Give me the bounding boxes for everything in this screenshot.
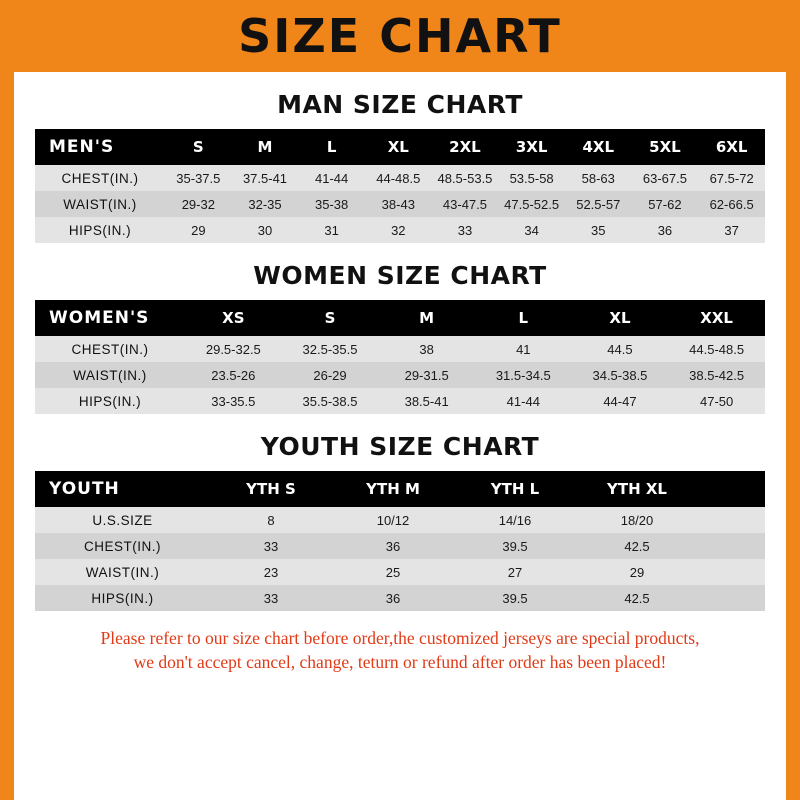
cell: 32.5-35.5 — [302, 341, 358, 357]
section-women — [14, 261, 786, 414]
col-header: L — [475, 300, 572, 336]
cell: 29.5-32.5 — [205, 341, 261, 357]
col-header: 5XL — [632, 129, 699, 165]
footer-note-line-2: we don't accept cancel, change, teturn or refund after order has been placed! — [133, 651, 667, 672]
cell: 35-38 — [315, 196, 349, 212]
cell: 10/12 — [376, 512, 410, 528]
cell: 33 — [263, 590, 279, 606]
cell: 47.5-52.5 — [504, 196, 560, 212]
cell: 58-63 — [581, 170, 615, 186]
table-row — [35, 559, 765, 585]
col-header: YTH L — [454, 471, 576, 507]
cell: 26-29 — [313, 367, 347, 383]
table-youth-body — [35, 507, 765, 611]
cell: 35-37.5 — [176, 170, 221, 186]
cell: 41-44 — [506, 393, 540, 409]
cell: 52.5-57 — [576, 196, 621, 212]
table-header-row — [35, 471, 765, 507]
table-row — [35, 191, 765, 217]
cell: 23 — [263, 564, 279, 580]
cell: 38.5-42.5 — [689, 367, 745, 383]
cell: 41-44 — [315, 170, 349, 186]
cell: 36 — [385, 590, 401, 606]
row-label: WAIST(IN.) — [85, 564, 160, 580]
cell: 42.5 — [624, 590, 650, 606]
cell: 29-32 — [181, 196, 215, 212]
cell: 25 — [385, 564, 401, 580]
table-youth-rowheader: YOUTH — [35, 471, 210, 507]
cell: 44-48.5 — [376, 170, 421, 186]
cell: 32 — [391, 222, 406, 238]
cell-spacer — [698, 507, 765, 533]
col-header: S — [282, 300, 379, 336]
table-women-body — [35, 336, 765, 414]
cell: 33 — [457, 222, 473, 238]
cell: 63-67.5 — [642, 170, 687, 186]
cell: 37 — [724, 222, 739, 238]
cell: 34 — [524, 222, 539, 238]
section-title-man: MAN SIZE CHART — [277, 90, 523, 119]
table-row — [35, 336, 765, 362]
row-label: U.S.SIZE — [92, 512, 153, 528]
table-youth — [35, 471, 765, 611]
col-header: S — [165, 129, 232, 165]
table-row — [35, 585, 765, 611]
table-women-head — [35, 300, 765, 336]
cell: 29 — [191, 222, 206, 238]
cell: 44.5 — [607, 341, 633, 357]
col-header: L — [298, 129, 365, 165]
section-man — [14, 90, 786, 243]
table-row — [35, 217, 765, 243]
cell: 36 — [385, 538, 401, 554]
cell: 35 — [591, 222, 606, 238]
cell: 29-31.5 — [404, 367, 449, 383]
col-header: M — [378, 300, 475, 336]
row-label: WAIST(IN.) — [63, 196, 137, 212]
cell: 35.5-38.5 — [302, 393, 358, 409]
table-row — [35, 507, 765, 533]
cell: 62-66.5 — [709, 196, 754, 212]
table-man — [35, 129, 765, 243]
cell: 38 — [419, 341, 434, 357]
table-row — [35, 165, 765, 191]
cell: 48.5-53.5 — [437, 170, 493, 186]
row-label: HIPS(IN.) — [78, 393, 142, 409]
section-title-youth: YOUTH SIZE CHART — [260, 432, 540, 461]
cell: 29 — [629, 564, 645, 580]
cell: 44.5-48.5 — [689, 341, 745, 357]
table-row — [35, 533, 765, 559]
cell: 36 — [657, 222, 673, 238]
row-label: CHEST(IN.) — [84, 538, 161, 554]
cell: 33 — [263, 538, 279, 554]
cell: 41 — [516, 341, 531, 357]
col-header: YTH XL — [576, 471, 698, 507]
row-label: CHEST(IN.) — [71, 341, 149, 357]
cell-spacer — [698, 533, 765, 559]
row-label: WAIST(IN.) — [73, 367, 147, 383]
col-header: 2XL — [432, 129, 499, 165]
table-women — [35, 300, 765, 414]
col-header: 6XL — [698, 129, 765, 165]
cell: 31 — [324, 222, 339, 238]
cell: 67.5-72 — [709, 170, 754, 186]
cell: 47-50 — [700, 393, 734, 409]
col-header: XS — [185, 300, 282, 336]
col-header: YTH S — [210, 471, 332, 507]
cell-spacer — [698, 559, 765, 585]
cell: 57-62 — [648, 196, 682, 212]
section-title-women: WOMEN SIZE CHART — [253, 261, 547, 290]
cell: 42.5 — [624, 538, 650, 554]
cell: 38.5-41 — [404, 393, 449, 409]
cell: 18/20 — [620, 512, 654, 528]
col-header: 3XL — [498, 129, 565, 165]
cell: 23.5-26 — [211, 367, 256, 383]
cell: 14/16 — [498, 512, 532, 528]
footer-note — [32, 627, 768, 674]
footer-note-line-1: Please refer to our size chart before order,the customized jerseys are special products, — [100, 628, 700, 648]
table-women-rowheader: WOMEN'S — [35, 300, 185, 336]
cell: 39.5 — [502, 590, 528, 606]
row-label: CHEST(IN.) — [61, 170, 139, 186]
table-row — [35, 362, 765, 388]
cell: 44-47 — [603, 393, 637, 409]
cell: 32-35 — [248, 196, 282, 212]
row-label: HIPS(IN.) — [68, 222, 132, 238]
row-label: HIPS(IN.) — [91, 590, 154, 606]
cell: 38-43 — [381, 196, 415, 212]
cell: 27 — [507, 564, 523, 580]
cell: 30 — [257, 222, 273, 238]
page-title: SIZE CHART — [238, 9, 562, 63]
col-header-spacer — [698, 471, 765, 507]
col-header: XXL — [668, 300, 765, 336]
cell: 39.5 — [502, 538, 528, 554]
section-youth — [14, 432, 786, 611]
col-header: XL — [365, 129, 432, 165]
table-header-row — [35, 300, 765, 336]
col-header: M — [232, 129, 299, 165]
cell-spacer — [698, 585, 765, 611]
col-header: YTH M — [332, 471, 454, 507]
cell: 53.5-58 — [509, 170, 554, 186]
table-youth-head — [35, 471, 765, 507]
cell: 43-47.5 — [442, 196, 487, 212]
cell: 8 — [267, 512, 275, 528]
table-row — [35, 388, 765, 414]
cell: 33-35.5 — [211, 393, 256, 409]
col-header: 4XL — [565, 129, 632, 165]
col-header: XL — [572, 300, 669, 336]
cell: 34.5-38.5 — [592, 367, 648, 383]
table-man-rowheader: MEN'S — [35, 129, 165, 165]
cell: 37.5-41 — [242, 170, 288, 186]
cell: 31.5-34.5 — [495, 367, 551, 383]
table-header-row — [35, 129, 765, 165]
header-banner — [0, 0, 800, 72]
table-man-head — [35, 129, 765, 165]
table-man-body — [35, 165, 765, 243]
